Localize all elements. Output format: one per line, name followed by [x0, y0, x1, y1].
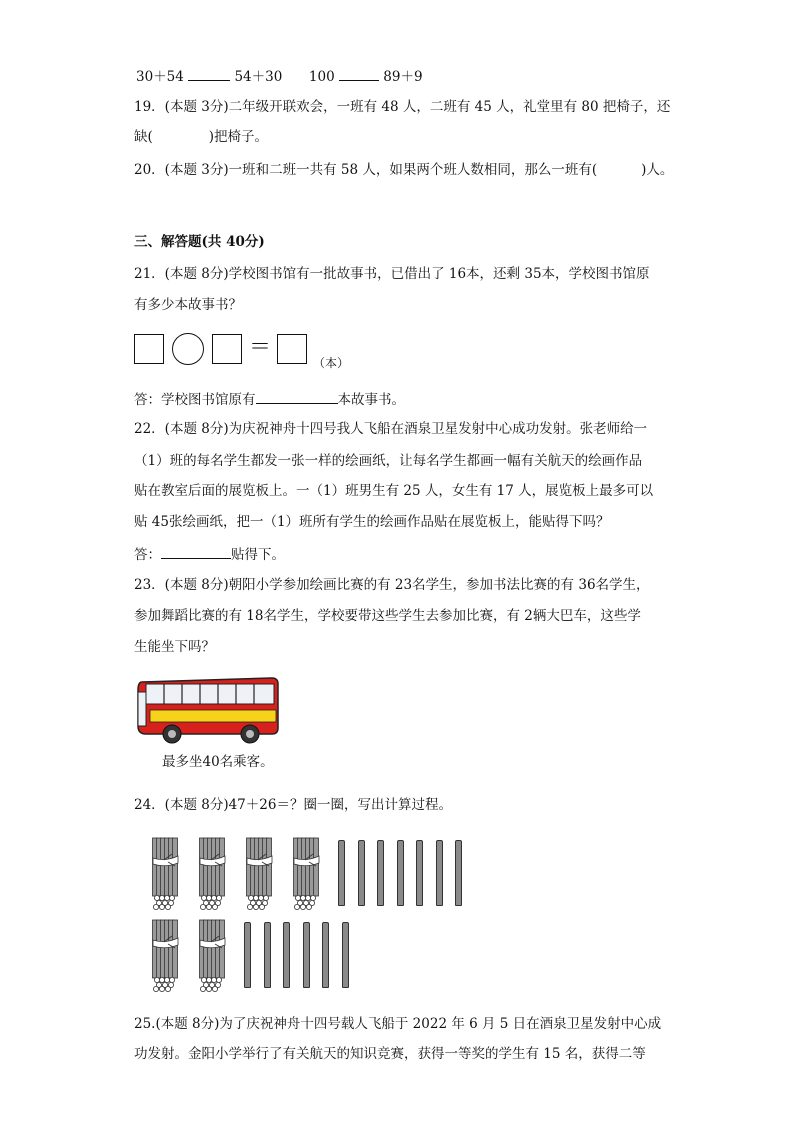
q21-answer-box-1[interactable] — [134, 334, 164, 364]
q18-blank-2 — [339, 66, 379, 81]
q22-line-1: 22．(本题 8分)为庆祝神舟十四号我人飞船在酒泉卫星发射中心成功发射。张老师给一 — [134, 421, 648, 437]
q22-answer: 答： 贴得下。 — [134, 544, 285, 564]
q21-answer: 答：学校图书馆原有 本故事书。 — [134, 389, 405, 409]
single-stick — [264, 922, 271, 988]
stick-bundle-ten — [291, 836, 321, 910]
single-stick — [397, 840, 404, 906]
q23-line-2: 参加舞蹈比赛的有 18名学生，学校要带这些学生去参加比赛，有 2辆大巴车，这些学 — [134, 608, 641, 624]
single-stick — [322, 922, 329, 988]
section-3-heading: 三、解答题(共 40分) — [134, 234, 265, 250]
q18-left-expr: 30＋54 — [136, 69, 184, 85]
bus-image — [136, 676, 280, 748]
q21-line-1: 21．(本题 8分)学校图书馆有一批故事书，已借出了 16本，还剩 35本，学校图书馆原 — [134, 266, 650, 282]
q22-line-4: 贴 45张绘画纸，把一（1）班所有学生的绘画作品贴在展览板上，能贴得下吗？ — [134, 514, 610, 530]
single-stick — [455, 840, 462, 906]
q21-unit: （本） — [313, 356, 350, 370]
single-stick — [416, 840, 423, 906]
single-stick — [342, 922, 349, 988]
single-stick — [338, 840, 345, 906]
single-stick — [377, 840, 384, 906]
stick-bundle-ten — [244, 836, 274, 910]
single-stick — [244, 922, 251, 988]
q21-operator-circle[interactable] — [172, 333, 204, 365]
single-stick — [358, 840, 365, 906]
q18-left-expr-2: 100 — [308, 69, 335, 85]
single-stick — [303, 922, 310, 988]
q24-line-1: 24．(本题 8分)47＋26＝？圈一圈，写出计算过程。 — [134, 797, 452, 813]
bus-caption: 最多坐40名乘客。 — [162, 754, 274, 770]
q18-blank-1 — [188, 66, 230, 81]
stick-bundle-ten — [197, 836, 227, 910]
q21-answer-box-3[interactable] — [277, 334, 307, 364]
single-stick — [283, 922, 290, 988]
q21-line-2: 有多少本故事书？ — [134, 297, 242, 313]
q18-right-expr: 54＋30 — [234, 69, 283, 85]
q25-line-2: 功发射。金阳小学举行了有关航天的知识竞赛，获得一等奖的学生有 15 名，获得二等 — [134, 1046, 646, 1062]
q18-compare-row — [136, 66, 423, 86]
q21-answer-box-2[interactable] — [212, 334, 242, 364]
q21-equals-sign: ＝ — [249, 335, 272, 360]
q20-line-1: 20．(本题 3分)一班和二班一共有 58 人，如果两个班人数相同，那么一班有( )人。 — [134, 162, 674, 178]
q21-answer-blank[interactable] — [256, 389, 338, 404]
q19-line-1: 19．(本题 3分)二年级开联欢会，一班有 48 人，二班有 45 人，礼堂里有 80 把椅子，还 — [134, 99, 671, 115]
q23-line-3: 生能坐下吗？ — [134, 639, 215, 655]
stick-bundle-ten — [150, 918, 180, 992]
single-stick — [436, 840, 443, 906]
q23-line-1: 23．(本题 8分)朝阳小学参加绘画比赛的有 23名学生，参加书法比赛的有 36名学生， — [134, 577, 650, 593]
q25-line-1: 25.(本题 8分)为了庆祝神舟十四号载人飞船于 2022 年 6 月 5 日在酒泉卫星发射中心成 — [134, 1016, 662, 1032]
stick-bundle-ten — [197, 918, 227, 992]
q18-right-expr-2: 89＋9 — [383, 69, 423, 85]
q22-line-2: （1）班的每名学生都发一张一样的绘画纸，让每名学生都画一幅有关航天的绘画作品 — [134, 453, 643, 469]
q22-line-3: 贴在教室后面的展览板上。一（1）班男生有 25 人，女生有 17 人，展览板上最多可以 — [134, 483, 654, 499]
q22-answer-blank[interactable] — [161, 544, 231, 559]
stick-bundle-ten — [150, 836, 180, 910]
q19-line-2: 缺( )把椅子。 — [134, 129, 269, 145]
